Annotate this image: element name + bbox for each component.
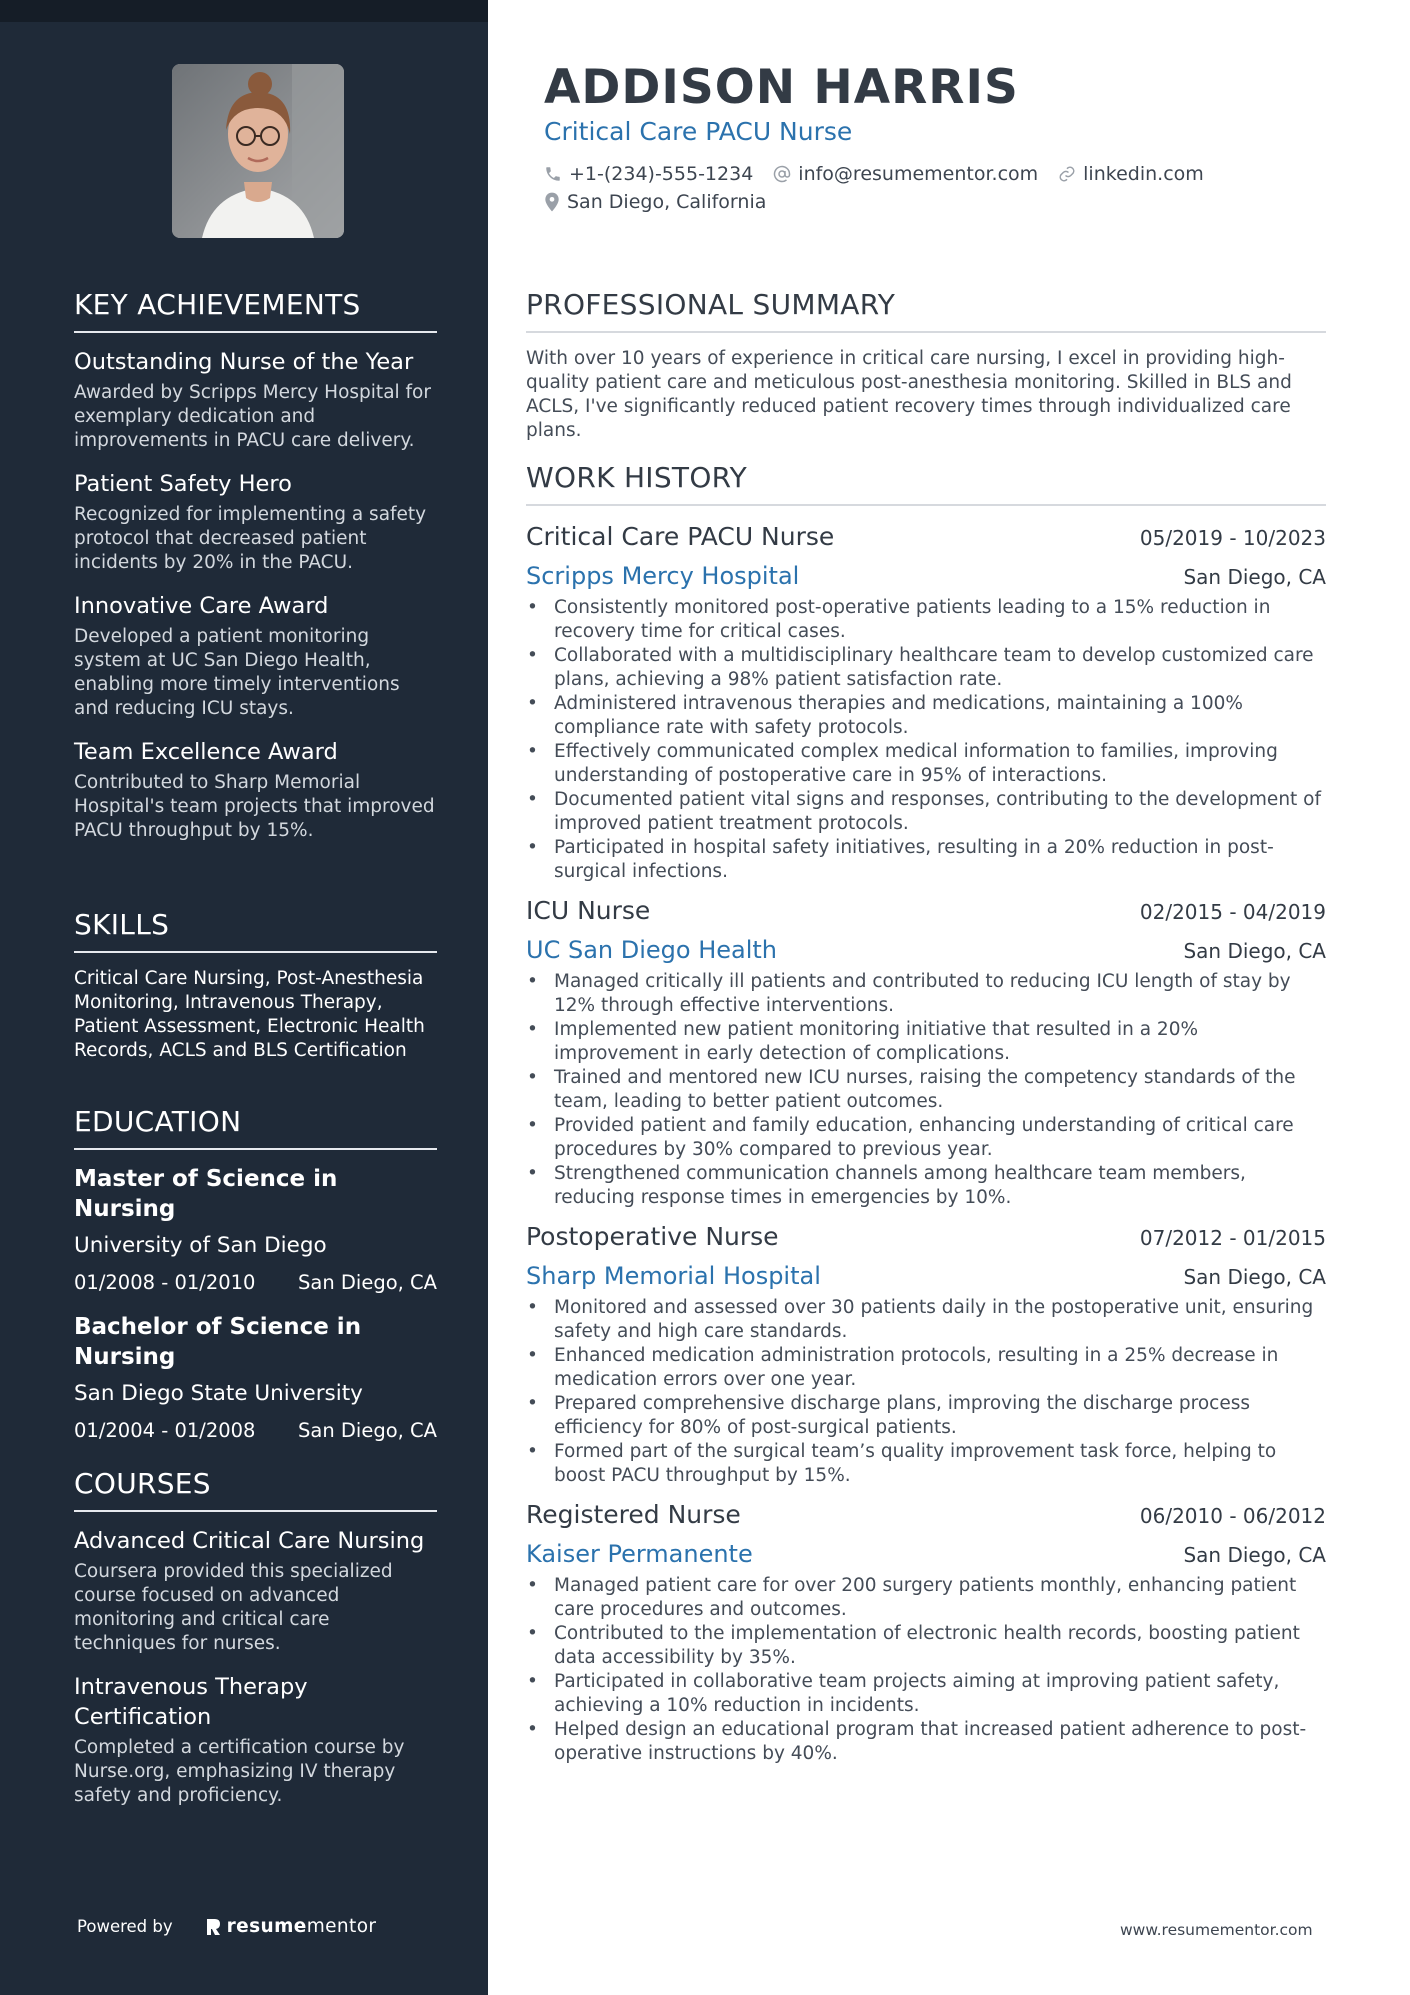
- achievement-title: Innovative Care Award: [74, 593, 329, 619]
- job-bullet: • Managed critically ill patients and contributed to reducing ICU length of stay by 12% through effective interventions.: [526, 970, 1326, 1018]
- map-pin-icon: [544, 192, 560, 212]
- at-sign-icon: [773, 165, 791, 183]
- contact-email-text: info@resumementor.com: [798, 163, 1039, 185]
- achievement-item: [74, 469, 437, 575]
- job-location: San Diego, CA: [1183, 939, 1326, 963]
- education-section: [74, 1105, 437, 1460]
- job-bullets: [526, 1574, 1326, 1766]
- resumementor-logo[interactable]: [205, 1916, 377, 1937]
- resumementor-logo-icon: [205, 1917, 221, 1937]
- job-location: San Diego, CA: [1183, 565, 1326, 589]
- candidate-name: ADDISON HARRIS: [544, 60, 1019, 115]
- job-bullet: • Administered intravenous therapies and medications, maintaining a 100% compliance rate with safety protocols.: [526, 692, 1326, 740]
- education-dates: 01/2008 - 01/2010: [74, 1271, 256, 1294]
- phone-icon: [544, 165, 562, 183]
- contact-email[interactable]: [773, 163, 1038, 185]
- achievement-item: [74, 347, 437, 453]
- education-dates: 01/2004 - 01/2008: [74, 1419, 256, 1442]
- achievement-title: Team Excellence Award: [74, 739, 338, 765]
- job-entry: [526, 894, 1326, 1210]
- job-title: Critical Care PACU Nurse: [526, 522, 835, 551]
- job-location: San Diego, CA: [1183, 1543, 1326, 1567]
- education-item: [74, 1164, 437, 1296]
- job-bullet: • Consistently monitored post-operative patients leading to a 15% reduction in recovery time for critical cases.: [526, 596, 1326, 644]
- skills-heading: SKILLS: [74, 908, 437, 953]
- job-bullet: • Managed patient care for over 200 surgery patients monthly, enhancing patient care procedures and outcomes.: [526, 1574, 1326, 1622]
- job-entry: [526, 1220, 1326, 1488]
- education-degree: Bachelor of Science in Nursing: [74, 1314, 362, 1370]
- achievement-description: Awarded by Scripps Mercy Hospital for exemplary dedication and improvements in PACU care delivery.: [74, 382, 431, 451]
- achievement-item: [74, 591, 437, 721]
- job-bullets: [526, 970, 1326, 1210]
- professional-summary-text: With over 10 years of experience in critical care nursing, I excel in providing high-quality patient care and meticulous post-anesthesia monitoring. Skilled in BLS and ACLS, I've significantly reduced patient recovery times through individualized care plans.: [526, 348, 1292, 441]
- job-bullet: • Helped design an educational program that increased patient adherence to post-operative instructions by 40%.: [526, 1718, 1326, 1766]
- course-description: Coursera provided this specialized course focused on advanced monitoring and critical care techniques for nurses.: [74, 1561, 393, 1654]
- job-title: ICU Nurse: [526, 896, 651, 925]
- achievement-title: Patient Safety Hero: [74, 471, 292, 497]
- education-item: [74, 1312, 437, 1444]
- education-school: University of San Diego: [74, 1233, 327, 1258]
- link-icon: [1058, 165, 1076, 183]
- education-school: San Diego State University: [74, 1381, 363, 1406]
- job-bullet: • Monitored and assessed over 30 patients daily in the postoperative unit, ensuring safety and high care standards.: [526, 1296, 1326, 1344]
- contact-location-text: San Diego, California: [567, 191, 767, 213]
- job-entry: [526, 1498, 1326, 1766]
- job-bullet: • Participated in collaborative team projects aiming at improving patient safety, achieving a 10% reduction in incidents.: [526, 1670, 1326, 1718]
- professional-summary-section: [526, 288, 1326, 443]
- job-dates: 07/2012 - 01/2015: [1139, 1226, 1326, 1250]
- job-dates: 05/2019 - 10/2023: [1139, 526, 1326, 550]
- job-bullet: • Formed part of the surgical team’s quality improvement task force, helping to boost PACU throughput by 15%.: [526, 1440, 1326, 1488]
- footer-website-link[interactable]: www.resumementor.com: [1120, 1921, 1313, 1939]
- job-entry: [526, 520, 1326, 884]
- key-achievements-section: [74, 288, 437, 859]
- job-bullet: • Documented patient vital signs and responses, contributing to the development of improved patient treatment protocols.: [526, 788, 1326, 836]
- courses-section: [74, 1467, 437, 1824]
- work-history-heading: WORK HISTORY: [526, 461, 1326, 506]
- job-location: San Diego, CA: [1183, 1265, 1326, 1289]
- course-item: [74, 1672, 437, 1808]
- key-achievements-heading: KEY ACHIEVEMENTS: [74, 288, 437, 333]
- job-company: Sharp Memorial Hospital: [526, 1262, 821, 1290]
- logo-text-bold: resume: [226, 1916, 307, 1937]
- job-bullet: • Effectively communicated complex medical information to families, improving understanding of postoperative care in 95% of interactions.: [526, 740, 1326, 788]
- job-bullets: [526, 1296, 1326, 1488]
- job-bullet: • Strengthened communication channels among healthcare team members, reducing response times in emergencies by 10%.: [526, 1162, 1326, 1210]
- contact-location: [544, 191, 766, 213]
- education-location: San Diego, CA: [298, 1271, 437, 1294]
- job-title: Postoperative Nurse: [526, 1222, 779, 1251]
- job-company: Kaiser Permanente: [526, 1540, 753, 1568]
- job-dates: 02/2015 - 04/2019: [1139, 900, 1326, 924]
- contact-phone-text: +1-(234)-555-1234: [569, 163, 754, 185]
- achievement-description: Developed a patient monitoring system at UC San Diego Health, enabling more timely interventions and reducing ICU stays.: [74, 626, 400, 719]
- contact-info: [544, 163, 1364, 213]
- education-heading: EDUCATION: [74, 1105, 437, 1150]
- sidebar: [0, 0, 488, 1995]
- candidate-role: Critical Care PACU Nurse: [544, 117, 853, 146]
- job-bullet: • Trained and mentored new ICU nurses, raising the competency standards of the team, leading to better patient outcomes.: [526, 1066, 1326, 1114]
- job-bullet: • Provided patient and family education, enhancing understanding of critical care procedures by 30% compared to previous year.: [526, 1114, 1326, 1162]
- job-bullets: [526, 596, 1326, 884]
- job-bullet: • Collaborated with a multidisciplinary healthcare team to develop customized care plans, achieving a 98% patient satisfaction rate.: [526, 644, 1326, 692]
- job-bullet: • Implemented new patient monitoring initiative that resulted in a 20% improvement in early detection of complications.: [526, 1018, 1326, 1066]
- achievement-description: Recognized for implementing a safety protocol that decreased patient incidents by 20% in the PACU.: [74, 504, 427, 573]
- job-bullet: • Contributed to the implementation of electronic health records, boosting patient data accessibility by 35%.: [526, 1622, 1326, 1670]
- course-item: [74, 1526, 437, 1656]
- achievement-description: Contributed to Sharp Memorial Hospital's team projects that improved PACU throughput by 15%.: [74, 772, 435, 841]
- job-bullet: • Participated in hospital safety initiatives, resulting in a 20% reduction in post-surgical infections.: [526, 836, 1326, 884]
- achievement-title: Outstanding Nurse of the Year: [74, 349, 414, 375]
- course-title: Intravenous Therapy Certification: [74, 1674, 308, 1730]
- job-company: UC San Diego Health: [526, 936, 778, 964]
- skills-section: [74, 908, 437, 1063]
- profile-photo: [172, 64, 344, 238]
- main-content: [488, 0, 1410, 1995]
- job-title: Registered Nurse: [526, 1500, 741, 1529]
- job-dates: 06/2010 - 06/2012: [1139, 1504, 1326, 1528]
- contact-linkedin-text: linkedin.com: [1083, 163, 1204, 185]
- contact-linkedin[interactable]: [1058, 163, 1204, 185]
- skills-list: Critical Care Nursing, Post-Anesthesia Monitoring, Intravenous Therapy, Patient Assessment, Electronic Health Records, ACLS and BLS Certification: [74, 968, 425, 1061]
- powered-by: [77, 1916, 376, 1937]
- job-bullet: • Enhanced medication administration protocols, resulting in a 25% decrease in medication errors over one year.: [526, 1344, 1326, 1392]
- powered-by-label: Powered by: [77, 1917, 173, 1936]
- education-location: San Diego, CA: [298, 1419, 437, 1442]
- professional-summary-heading: PROFESSIONAL SUMMARY: [526, 288, 1326, 333]
- job-bullet: • Prepared comprehensive discharge plans, improving the discharge process efficiency for 80% of post-surgical patients.: [526, 1392, 1326, 1440]
- sidebar-top-bar: [0, 0, 488, 22]
- course-title: Advanced Critical Care Nursing: [74, 1528, 425, 1554]
- work-history-section: [526, 461, 1326, 1776]
- contact-phone[interactable]: [544, 163, 753, 185]
- logo-text-light: mentor: [306, 1916, 377, 1937]
- achievement-item: [74, 737, 437, 843]
- job-company: Scripps Mercy Hospital: [526, 562, 800, 590]
- course-description: Completed a certification course by Nurse.org, emphasizing IV therapy safety and proficiency.: [74, 1737, 405, 1806]
- courses-heading: COURSES: [74, 1467, 437, 1512]
- education-degree: Master of Science in Nursing: [74, 1166, 338, 1222]
